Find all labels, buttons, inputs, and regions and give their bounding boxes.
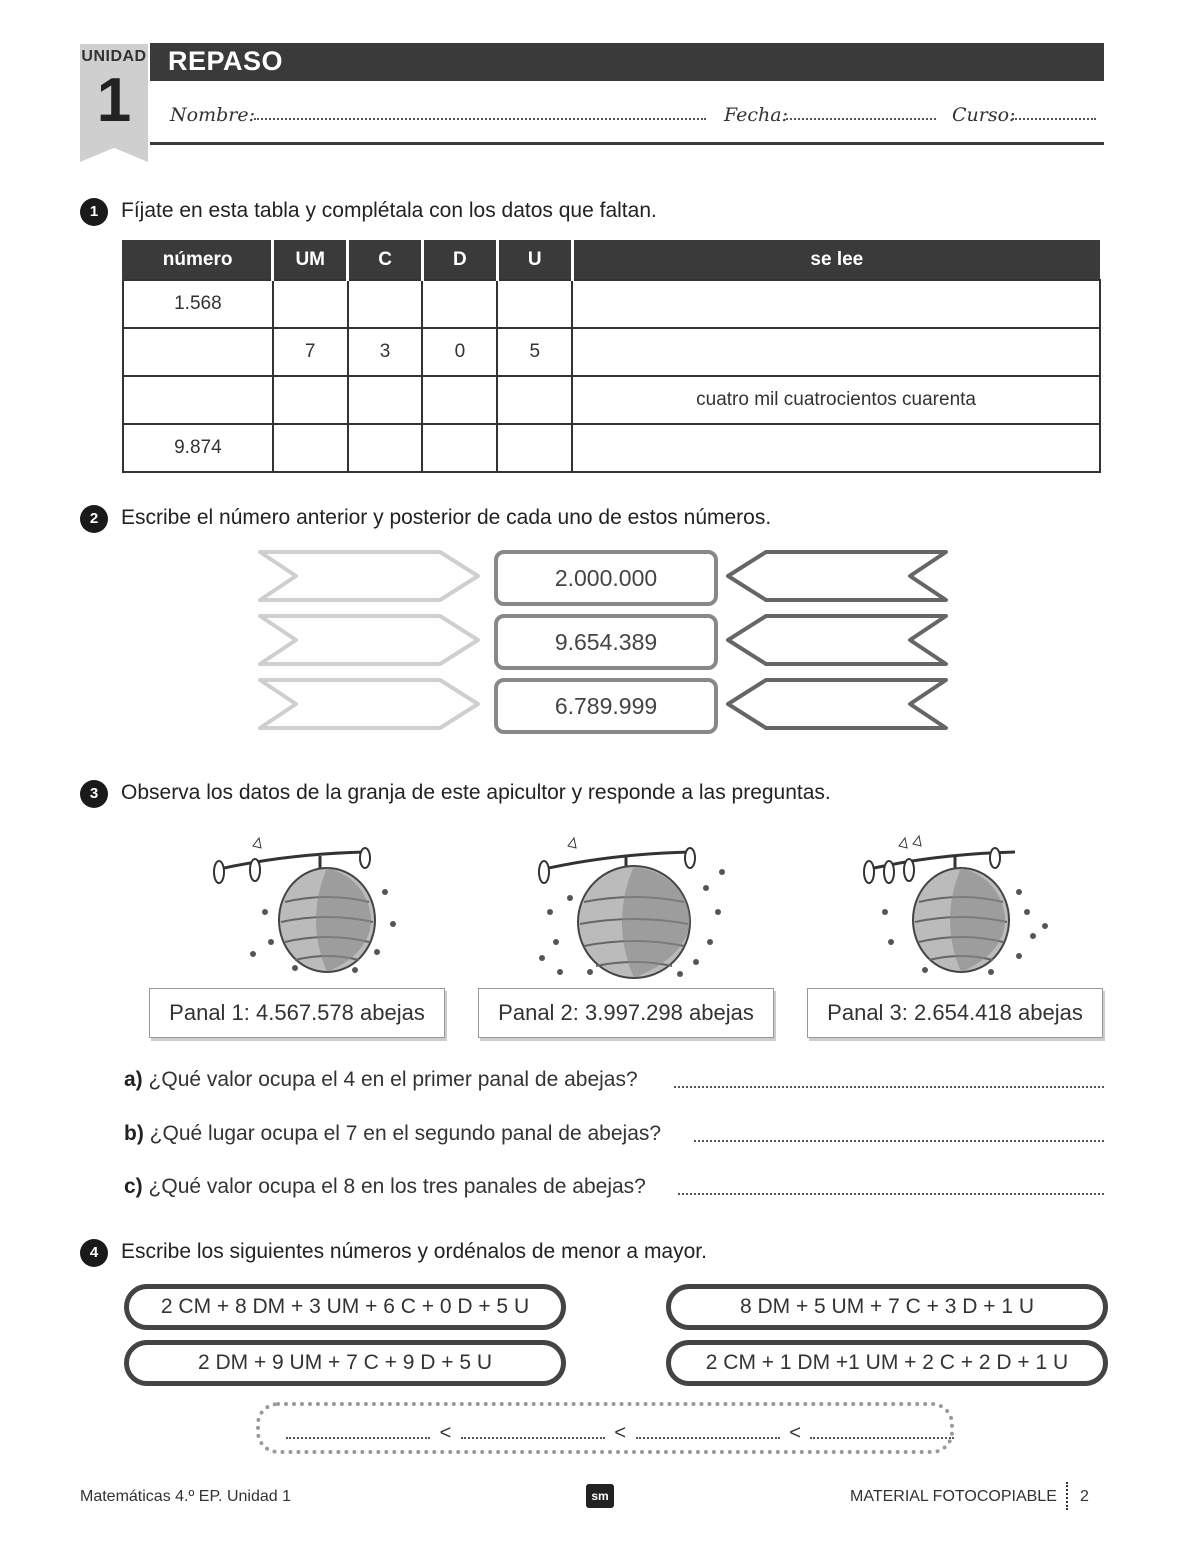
title-bar xyxy=(150,43,1104,81)
footer-separator xyxy=(1066,1482,1068,1510)
question-b-letter: b) xyxy=(124,1122,144,1145)
exercise-2-instruction: Escribe el número anterior y posterior de cada uno de estos números. xyxy=(121,506,772,529)
question-c-text: ¿Qué valor ocupa el 8 en los tres panales de abejas? xyxy=(148,1175,646,1198)
question-a-text: ¿Qué valor ocupa el 4 en el primer panal de abejas? xyxy=(148,1068,638,1091)
exercise-1-instruction: Fíjate en esta tabla y complétala con los datos que faltan. xyxy=(121,199,657,222)
table-row xyxy=(123,280,1100,328)
table-row xyxy=(123,328,1100,376)
table-cell[interactable] xyxy=(572,280,1100,328)
table-cell[interactable] xyxy=(572,328,1100,376)
table-cell[interactable]: 0 xyxy=(422,328,497,376)
table-cell[interactable] xyxy=(348,376,423,424)
order-slot-3[interactable] xyxy=(636,1437,780,1439)
given-number-2: 9.654.389 xyxy=(494,614,718,670)
exercise-1-number: 1 xyxy=(80,198,108,226)
expression-pill-1: 2 CM + 8 DM + 3 UM + 6 C + 0 D + 5 U xyxy=(124,1284,566,1330)
nombre-label: Nombre: xyxy=(170,104,255,126)
table-cell[interactable] xyxy=(422,376,497,424)
table-cell[interactable] xyxy=(273,424,348,472)
previous-arrow-1[interactable] xyxy=(260,552,478,600)
question-b-text: ¿Qué lugar ocupa el 7 en el segundo panal de abejas? xyxy=(149,1122,662,1145)
expression-pill-4: 2 CM + 1 DM +1 UM + 2 C + 2 D + 1 U xyxy=(666,1340,1108,1386)
footer-right: MATERIAL FOTOCOPIABLE xyxy=(850,1488,1057,1505)
less-than-sign: < xyxy=(439,1422,452,1444)
table-cell[interactable] xyxy=(497,376,572,424)
answer-b-line[interactable] xyxy=(694,1140,1104,1142)
student-info-line xyxy=(150,100,1104,130)
table-cell[interactable]: 3 xyxy=(348,328,423,376)
exercise-3-instruction: Observa los datos de la granja de este apicultor y responde a las preguntas. xyxy=(121,781,831,804)
order-slot-1[interactable] xyxy=(286,1437,430,1439)
expression-pill-2: 8 DM + 5 UM + 7 C + 3 D + 1 U xyxy=(666,1284,1108,1330)
table-cell[interactable] xyxy=(123,328,273,376)
col-header-u: U xyxy=(497,240,572,280)
publisher-logo: sm xyxy=(586,1484,614,1508)
next-arrow-3[interactable] xyxy=(728,680,946,728)
answer-a-line[interactable] xyxy=(674,1086,1104,1088)
fecha-field[interactable] xyxy=(786,104,936,120)
footer-left: Matemáticas 4.º EP. Unidad 1 xyxy=(80,1488,291,1505)
table-cell[interactable]: 5 xyxy=(497,328,572,376)
curso-field[interactable] xyxy=(1012,104,1096,120)
beehive-illustration-3 xyxy=(855,832,1055,982)
table-header-row xyxy=(123,240,1100,280)
table-cell[interactable] xyxy=(348,280,423,328)
table-row xyxy=(123,424,1100,472)
panel-3-label: Panal 3: 2.654.418 abejas xyxy=(807,988,1103,1038)
given-number-3: 6.789.999 xyxy=(494,678,718,734)
table-cell[interactable] xyxy=(497,424,572,472)
ordering-answer-row xyxy=(282,1422,958,1445)
table-cell[interactable] xyxy=(497,280,572,328)
col-header-c: C xyxy=(348,240,423,280)
less-than-sign: < xyxy=(614,1422,627,1444)
col-header-d: D xyxy=(422,240,497,280)
page-title: REPASO xyxy=(168,46,284,76)
exercise-4-instruction: Escribe los siguientes números y ordénalos de menor a mayor. xyxy=(121,1240,707,1263)
unit-number: 1 xyxy=(96,66,132,135)
nombre-field[interactable] xyxy=(254,104,706,120)
table-cell[interactable] xyxy=(123,376,273,424)
table-row xyxy=(123,376,1100,424)
table-cell[interactable] xyxy=(348,424,423,472)
col-header-numero: número xyxy=(123,240,273,280)
question-a xyxy=(124,1068,638,1092)
question-b xyxy=(124,1122,661,1146)
fecha-label: Fecha: xyxy=(724,104,788,126)
beehive-illustration-1 xyxy=(205,832,405,982)
question-a-letter: a) xyxy=(124,1068,143,1091)
table-cell[interactable]: cuatro mil cuatrocientos cuarenta xyxy=(572,376,1100,424)
question-c-letter: c) xyxy=(124,1175,143,1198)
beehive-illustration-2 xyxy=(530,832,730,982)
answer-c-line[interactable] xyxy=(678,1193,1104,1195)
previous-arrow-2[interactable] xyxy=(260,616,478,664)
table-cell[interactable] xyxy=(422,424,497,472)
table-cell[interactable] xyxy=(422,280,497,328)
header-rule xyxy=(150,142,1104,145)
question-c xyxy=(124,1175,646,1199)
exercise-2-number: 2 xyxy=(80,505,108,533)
table-cell[interactable]: 1.568 xyxy=(123,280,273,328)
panel-2-label: Panal 2: 3.997.298 abejas xyxy=(478,988,774,1038)
table-cell[interactable] xyxy=(572,424,1100,472)
page-number: 2 xyxy=(1080,1488,1089,1505)
table-cell[interactable]: 7 xyxy=(273,328,348,376)
table-cell[interactable] xyxy=(273,280,348,328)
exercise-4-number: 4 xyxy=(80,1239,108,1267)
panel-1-label: Panal 1: 4.567.578 abejas xyxy=(149,988,445,1038)
order-slot-4[interactable] xyxy=(810,1437,954,1439)
unit-label: UNIDAD xyxy=(81,48,147,65)
next-number-arrows xyxy=(722,546,954,736)
order-slot-2[interactable] xyxy=(461,1437,605,1439)
given-number-1: 2.000.000 xyxy=(494,550,718,606)
expression-pill-3: 2 DM + 9 UM + 7 C + 9 D + 5 U xyxy=(124,1340,566,1386)
next-arrow-2[interactable] xyxy=(728,616,946,664)
curso-label: Curso: xyxy=(952,104,1016,126)
col-header-um: UM xyxy=(273,240,348,280)
previous-number-arrows xyxy=(254,546,484,736)
col-header-se-lee: se lee xyxy=(572,240,1100,280)
exercise-3-number: 3 xyxy=(80,780,108,808)
previous-arrow-3[interactable] xyxy=(260,680,478,728)
next-arrow-1[interactable] xyxy=(728,552,946,600)
place-value-table xyxy=(122,240,1101,473)
table-cell[interactable]: 9.874 xyxy=(123,424,273,472)
less-than-sign: < xyxy=(789,1422,801,1444)
table-cell[interactable] xyxy=(273,376,348,424)
